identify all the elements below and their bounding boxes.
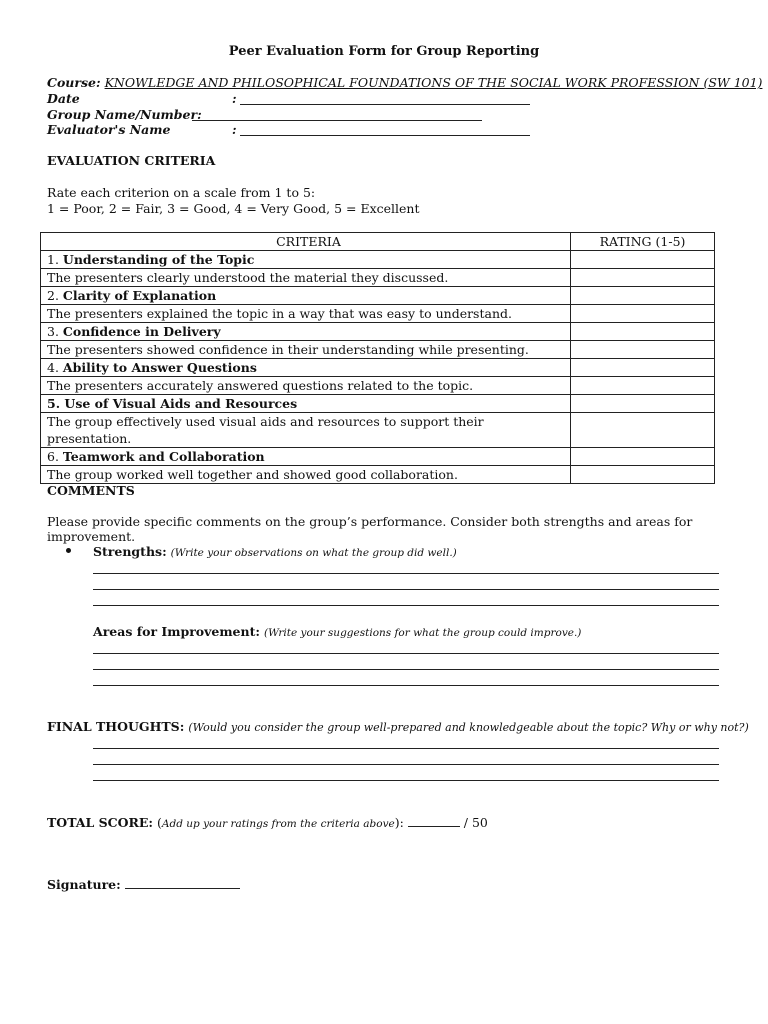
rating-cell[interactable] — [571, 377, 715, 395]
strengths-label: Strengths: — [93, 544, 167, 559]
table-row — [41, 377, 715, 395]
improvement-line-1[interactable] — [93, 653, 719, 654]
rating-cell[interactable] — [571, 305, 715, 323]
evaluator-name-label: Evaluator's Name — [47, 122, 171, 137]
rating-cell[interactable] — [571, 395, 715, 413]
table-row — [41, 448, 715, 466]
strengths-line-1[interactable] — [93, 573, 719, 574]
final-thoughts-line-2[interactable] — [93, 764, 719, 765]
table-row — [41, 287, 715, 305]
course-label: Course: — [47, 75, 101, 90]
course-value: KNOWLEDGE AND PHILOSOPHICAL FOUNDATIONS OF THE SOCIAL WORK PROFESSION (SW 101) — [104, 75, 763, 90]
table-row — [41, 395, 715, 413]
criterion-number: 2. — [47, 288, 59, 303]
improvement-line-3[interactable] — [93, 685, 719, 686]
final-thoughts-line-1[interactable] — [93, 748, 719, 749]
improvement-row — [93, 624, 581, 639]
criterion-description: The presenters showed confidence in their understanding while presenting. — [41, 341, 571, 359]
total-score-max: / 50 — [463, 815, 488, 830]
criterion-title — [41, 448, 571, 466]
table-row — [41, 466, 715, 484]
evaluator-name-field[interactable] — [240, 135, 530, 136]
criterion-title-text: Teamwork and Collaboration — [62, 449, 265, 464]
total-score-row — [47, 815, 488, 830]
rating-cell[interactable] — [571, 287, 715, 305]
course-row — [47, 75, 762, 90]
comments-intro-line1: Please provide specific comments on the group’s performance. Consider both strengths and areas for — [47, 514, 693, 529]
strengths-hint: (Write your observations on what the group did well.) — [170, 547, 457, 559]
group-name-label: Group Name/Number: — [47, 107, 202, 122]
comments-intro-line2: improvement. — [47, 529, 136, 544]
criterion-description: The presenters explained the topic in a way that was easy to understand. — [41, 305, 571, 323]
final-thoughts-line-3[interactable] — [93, 780, 719, 781]
table-row — [41, 251, 715, 269]
criterion-title — [41, 287, 571, 305]
signature-row — [47, 877, 240, 892]
total-score-label: TOTAL SCORE: — [47, 815, 154, 830]
date-field[interactable] — [240, 104, 530, 105]
scale-legend: 1 = Poor, 2 = Fair, 3 = Good, 4 = Very Good, 5 = Excellent — [47, 201, 420, 216]
date-separator: : — [232, 91, 237, 106]
criterion-title — [41, 323, 571, 341]
improvement-label: Areas for Improvement: — [93, 624, 260, 639]
criterion-title-text: Ability to Answer Questions — [62, 360, 257, 375]
criterion-title — [41, 251, 571, 269]
date-label: Date — [47, 91, 80, 106]
final-thoughts-label: FINAL THOUGHTS: — [47, 719, 185, 734]
improvement-line-2[interactable] — [93, 669, 719, 670]
total-score-field[interactable] — [408, 816, 460, 827]
criterion-description: The presenters accurately answered questions related to the topic. — [41, 377, 571, 395]
rating-cell[interactable] — [571, 413, 715, 448]
criterion-number: 1. — [47, 252, 59, 267]
table-row — [41, 341, 715, 359]
scale-intro: Rate each criterion on a scale from 1 to 5: — [47, 185, 316, 200]
criterion-description: The group worked well together and showed good collaboration. — [41, 466, 571, 484]
table-row — [41, 269, 715, 287]
criterion-number: 3. — [47, 324, 59, 339]
table-row — [41, 305, 715, 323]
rating-cell[interactable] — [571, 359, 715, 377]
table-row — [41, 323, 715, 341]
total-score-open-paren: ( — [157, 815, 162, 830]
improvement-hint: (Write your suggestions for what the group could improve.) — [263, 627, 582, 639]
criterion-title-text: Confidence in Delivery — [62, 324, 221, 339]
signature-field[interactable] — [125, 878, 240, 889]
strengths-line-3[interactable] — [93, 605, 719, 606]
criterion-title — [41, 395, 571, 413]
rating-cell[interactable] — [571, 341, 715, 359]
signature-label: Signature: — [47, 877, 121, 892]
evaluator-separator: : — [232, 122, 237, 137]
page-title: Peer Evaluation Form for Group Reporting — [228, 44, 540, 59]
criteria-table — [40, 232, 715, 484]
rating-header: RATING (1-5) — [571, 233, 715, 251]
evaluation-heading: EVALUATION CRITERIA — [47, 153, 216, 168]
total-score-close: ): — [394, 815, 404, 830]
group-name-field[interactable] — [192, 120, 482, 121]
final-thoughts-hint: (Would you consider the group well-prepared and knowledgeable about the topic? Why or why not?) — [188, 721, 749, 734]
rating-cell[interactable] — [571, 269, 715, 287]
criterion-number: 4. — [47, 360, 59, 375]
criterion-title-text: Understanding of the Topic — [62, 252, 255, 267]
table-row — [41, 359, 715, 377]
criterion-title — [41, 359, 571, 377]
bullet-icon — [66, 548, 71, 553]
criterion-number: 6. — [47, 449, 59, 464]
criterion-title-text: Use of Visual Aids and Resources — [64, 396, 298, 411]
comments-heading: COMMENTS — [47, 483, 135, 498]
rating-cell[interactable] — [571, 448, 715, 466]
total-score-hint: Add up your ratings from the criteria above — [161, 818, 395, 830]
final-thoughts-row — [47, 719, 749, 734]
table-row — [41, 413, 715, 448]
criterion-description: The group effectively used visual aids and resources to support their presentation. — [41, 413, 571, 448]
strengths-line-2[interactable] — [93, 589, 719, 590]
rating-cell[interactable] — [571, 251, 715, 269]
criterion-description: The presenters clearly understood the material they discussed. — [41, 269, 571, 287]
criterion-title-text: Clarity of Explanation — [62, 288, 217, 303]
criterion-number: 5. — [47, 396, 61, 411]
table-header-row — [41, 233, 715, 251]
rating-cell[interactable] — [571, 323, 715, 341]
rating-cell[interactable] — [571, 466, 715, 484]
strengths-row — [93, 544, 457, 559]
criteria-header: CRITERIA — [41, 233, 571, 251]
